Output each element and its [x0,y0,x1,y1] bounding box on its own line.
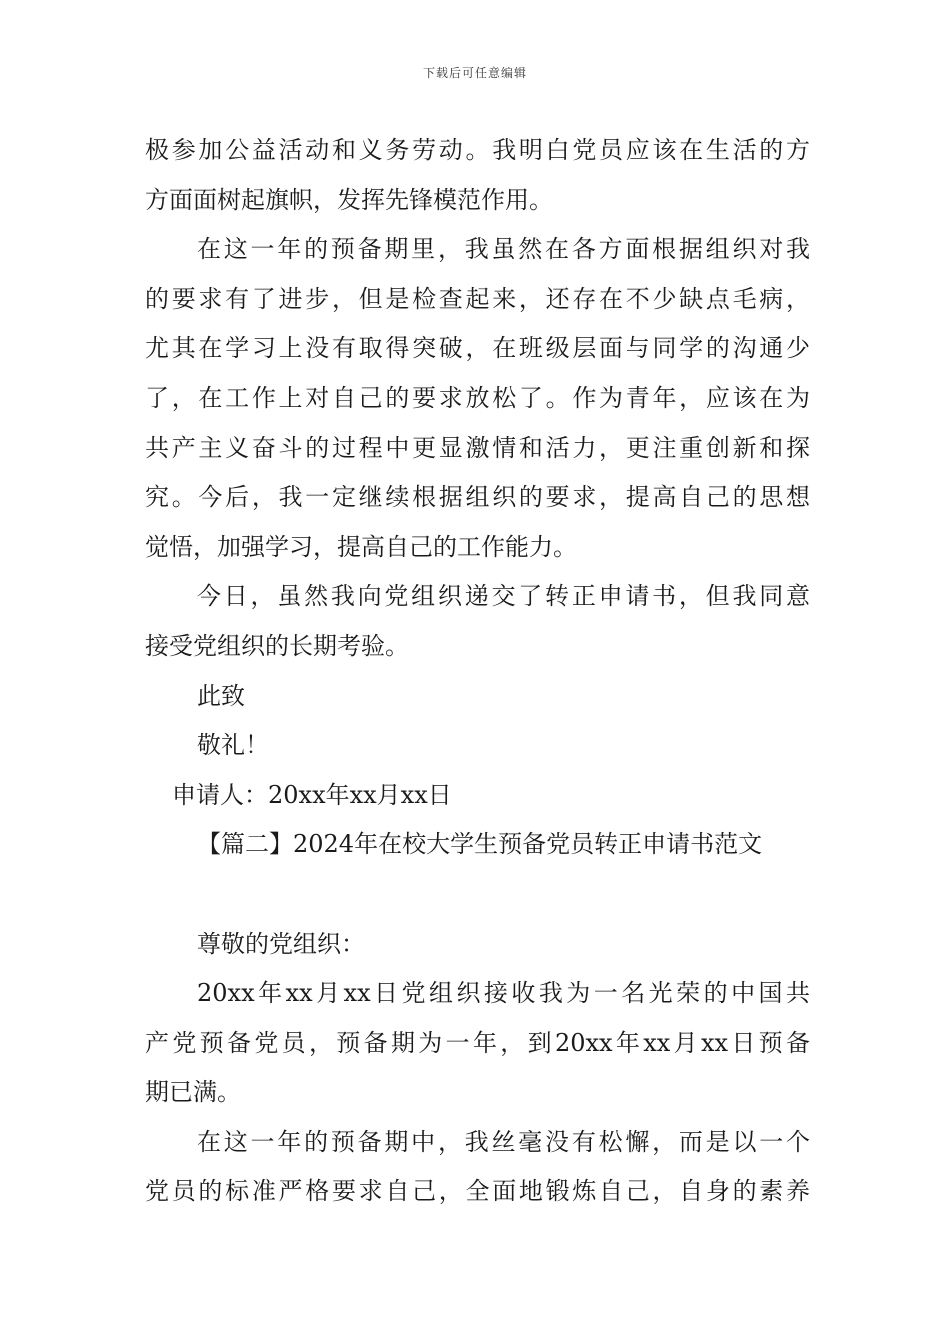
paragraph-line: 产党预备党员，预备期为一年，到20xx年xx月xx日预备 [145,1028,810,1057]
paragraph-line: 共产主义奋斗的过程中更显激情和活力，更注重创新和探 [145,433,810,462]
paragraph-line: 今日，虽然我向党组织递交了转正申请书，但我同意 [197,582,810,611]
greeting: 尊敬的党组织： [197,929,365,958]
paragraph-line: 究。今后，我一定继续根据组织的要求，提高自己的思想 [145,483,810,512]
paragraph-line: 期已满。 [145,1078,241,1107]
page-header: 下载后可任意编辑 [422,66,527,80]
paragraph-line: 接受党组织的长期考验。 [145,631,409,660]
paragraph-line: 极参加公益活动和义务劳动。我明白党员应该在生活的方 [145,136,810,164]
closing-regards: 敬礼！ [197,731,269,760]
document-body [145,126,810,1217]
paragraph-line: 20xx年xx月xx日党组织接收我为一名光荣的中国共 [197,979,810,1008]
paragraph-line: 党员的标准严格要求自己，全面地锻炼自己，自身的素养 [145,1177,810,1206]
paragraph-line: 觉悟，加强学习，提高自己的工作能力。 [145,532,577,561]
paragraph-line: 在这一年的预备期中，我丝毫没有松懈，而是以一个 [197,1127,810,1156]
paragraph-line: 了，在工作上对自己的要求放松了。作为青年，应该在为 [145,383,810,412]
paragraph-line: 方面面树起旗帜，发挥先锋模范作用。 [145,185,553,214]
paragraph-line: 在这一年的预备期里，我虽然在各方面根据组织对我 [197,235,810,264]
paragraph-line: 尤其在学习上没有取得突破，在班级层面与同学的沟通少 [145,334,810,363]
paragraph-line: 的要求有了进步，但是检查起来，还存在不少缺点毛病， [145,284,810,313]
section-title: 【篇二】2024年在校大学生预备党员转正申请书范文 [197,830,763,859]
applicant-signature: 申请人：20xx年xx月xx日 [172,780,452,809]
closing-salutation: 此致 [197,681,245,710]
